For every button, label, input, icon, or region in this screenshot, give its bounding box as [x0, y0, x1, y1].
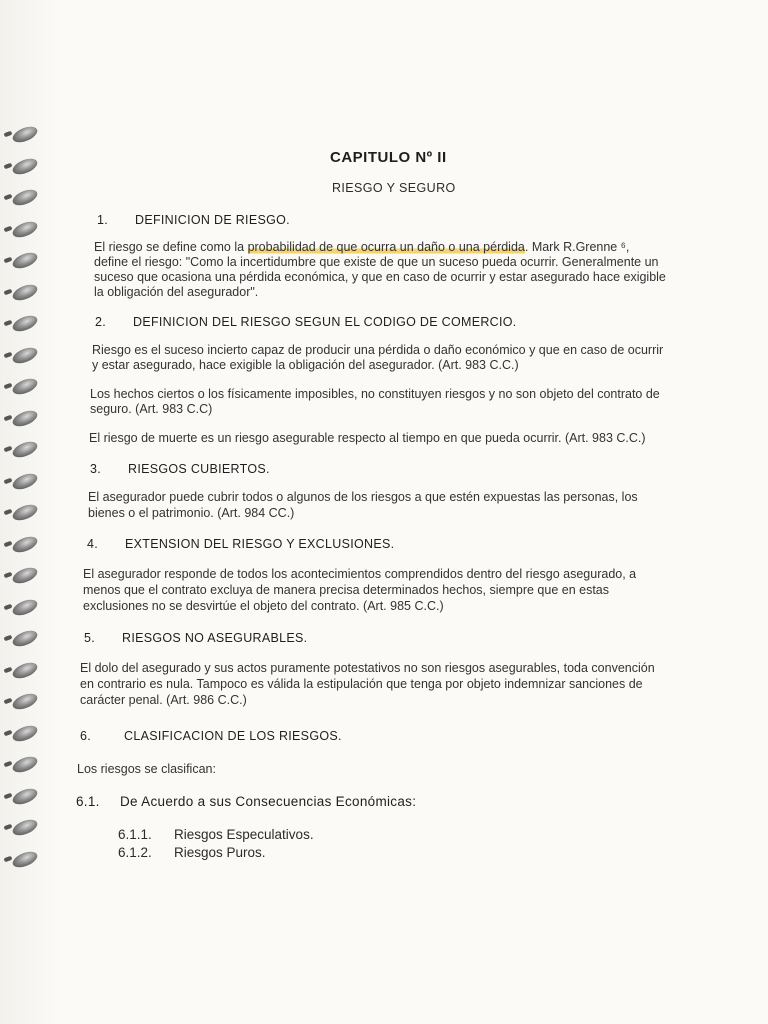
- section-heading-4: 4. EXTENSION DEL RIESGO Y EXCLUSIONES.: [87, 537, 395, 551]
- section-heading-5: 5. RIESGOS NO ASEGURABLES.: [84, 631, 308, 645]
- list-item: 6.1.1. Riesgos Especulativos.: [118, 827, 314, 842]
- paragraph-line: exclusiones no se desvirtúe el objeto del contrato. (Art. 985 C.C.): [83, 599, 444, 613]
- paragraph-line: menos que el contrato excluya de manera precisa determinados hechos, siempre que en estas: [83, 583, 609, 597]
- section-heading-2: 2. DEFINICION DEL RIESGO SEGUN EL CODIGO DE COMERCIO.: [95, 315, 517, 329]
- paragraph-line: El riesgo de muerte es un riesgo asegurable respecto al tiempo en que pueda ocurrir. (Art. 983 C.C.): [89, 431, 646, 445]
- page-subtitle: RIESGO Y SEGURO: [332, 181, 456, 195]
- page-title: CAPITULO Nº II: [330, 149, 447, 166]
- list-item: 6.1.2. Riesgos Puros.: [118, 845, 266, 860]
- paragraph-line: carácter penal. (Art. 986 C.C.): [80, 693, 247, 707]
- paragraph-line: Los riesgos se clasifican:: [77, 762, 216, 776]
- paragraph-line: El asegurador puede cubrir todos o algunos de los riesgos a que estén expuestas las personas, los: [88, 490, 638, 504]
- paragraph-line: El dolo del asegurado y sus actos puramente potestativos no son riesgos asegurables, toda convención: [80, 661, 655, 675]
- paragraph-line: El riesgo se define como la probabilidad de que ocurra un daño o una pérdida. Mark R.Grenne ⁶,: [94, 240, 630, 254]
- section-heading-1: 1. DEFINICION DE RIESGO.: [97, 213, 290, 227]
- section-heading-3: 3. RIESGOS CUBIERTOS.: [90, 462, 270, 476]
- paragraph-line: y estar asegurado, hace exigible la obligación del asegurador. (Art. 983 C.C.): [92, 358, 519, 372]
- paragraph-line: define el riesgo: "Como la incertidumbre que existe de que un suceso pueda ocurrir. Generalmente un: [94, 255, 659, 269]
- paragraph-line: seguro. (Art. 983 C.C): [90, 402, 213, 416]
- paragraph-line: bienes o el patrimonio. (Art. 984 CC.): [88, 506, 295, 520]
- paragraph-line: Los hechos ciertos o los físicamente imposibles, no constituyen riesgos y no son objeto del contrato de: [90, 387, 660, 401]
- paragraph-line: suceso que ocasiona una pérdida económica, y que en caso de ocurrir y estar asegurado hace exigible: [94, 270, 666, 284]
- paragraph-line: El asegurador responde de todos los acontecimientos comprendidos dentro del riesgo asegurado, a: [83, 567, 637, 581]
- subsection-heading: 6.1. De Acuerdo a sus Consecuencias Económicas:: [76, 794, 417, 809]
- paragraph-line: Riesgo es el suceso incierto capaz de producir una pérdida o daño económico y que en caso de ocurrir: [92, 343, 664, 357]
- paragraph-line: la obligación del asegurador".: [94, 285, 259, 299]
- paragraph-line: en contrario es nula. Tampoco es válida la estipulación que tenga por objeto indemnizar sanciones de: [80, 677, 643, 691]
- section-heading-6: 6. CLASIFICACION DE LOS RIESGOS.: [80, 729, 342, 743]
